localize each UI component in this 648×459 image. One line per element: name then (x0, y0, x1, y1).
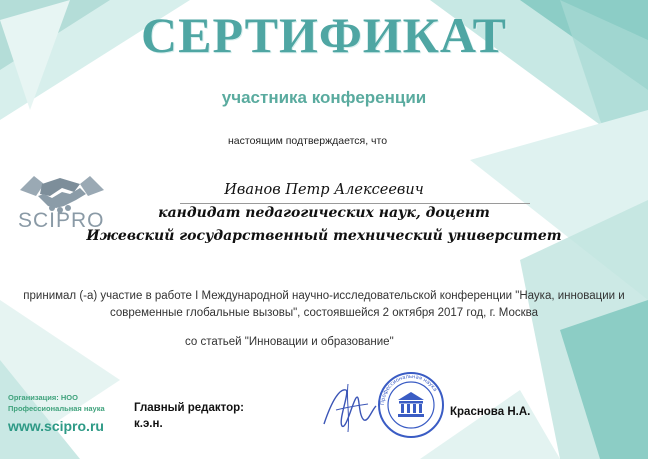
building-icon (398, 392, 424, 417)
signature (318, 380, 380, 436)
website-link[interactable]: www.scipro.ru (8, 418, 104, 434)
body-line-1: принимал (-а) участие в работе I Международной научно-исследовательской конференции "Наука, инновации и (23, 290, 625, 302)
editor-degree: к.э.н. (134, 418, 163, 430)
confirmation-text: настоящим подтверждается, что (228, 135, 388, 147)
stamp (376, 370, 446, 440)
stamp-ring-text: Профессиональная наука (379, 373, 438, 406)
logo-text: SCIPRO (18, 209, 105, 232)
org-line-1: Организация: НОО (8, 393, 78, 402)
recipient-degree: кандидат педагогических наук, доцент (158, 205, 490, 221)
recipient-name: Иванов Петр Алексеевич (224, 182, 424, 198)
certificate-title: СЕРТИФИКАТ (140, 7, 507, 63)
recipient-affiliation: Ижевский государственный технический университет (86, 228, 562, 244)
signer-name: Краснова Н.А. (450, 406, 531, 418)
divider (180, 203, 530, 204)
body-line-2: современные глобальные вызовы", состоявшейся 2 октября 2017 год, г. Москва (109, 307, 539, 319)
editor-label: Главный редактор: (134, 402, 244, 414)
organization-info (8, 392, 105, 414)
article-title: со статьей "Инновации и образование" (185, 336, 394, 348)
org-line-2: Профессиональная наука (8, 404, 105, 413)
editor-block (134, 400, 244, 432)
certificate-subtitle: участника конференции (221, 88, 427, 107)
